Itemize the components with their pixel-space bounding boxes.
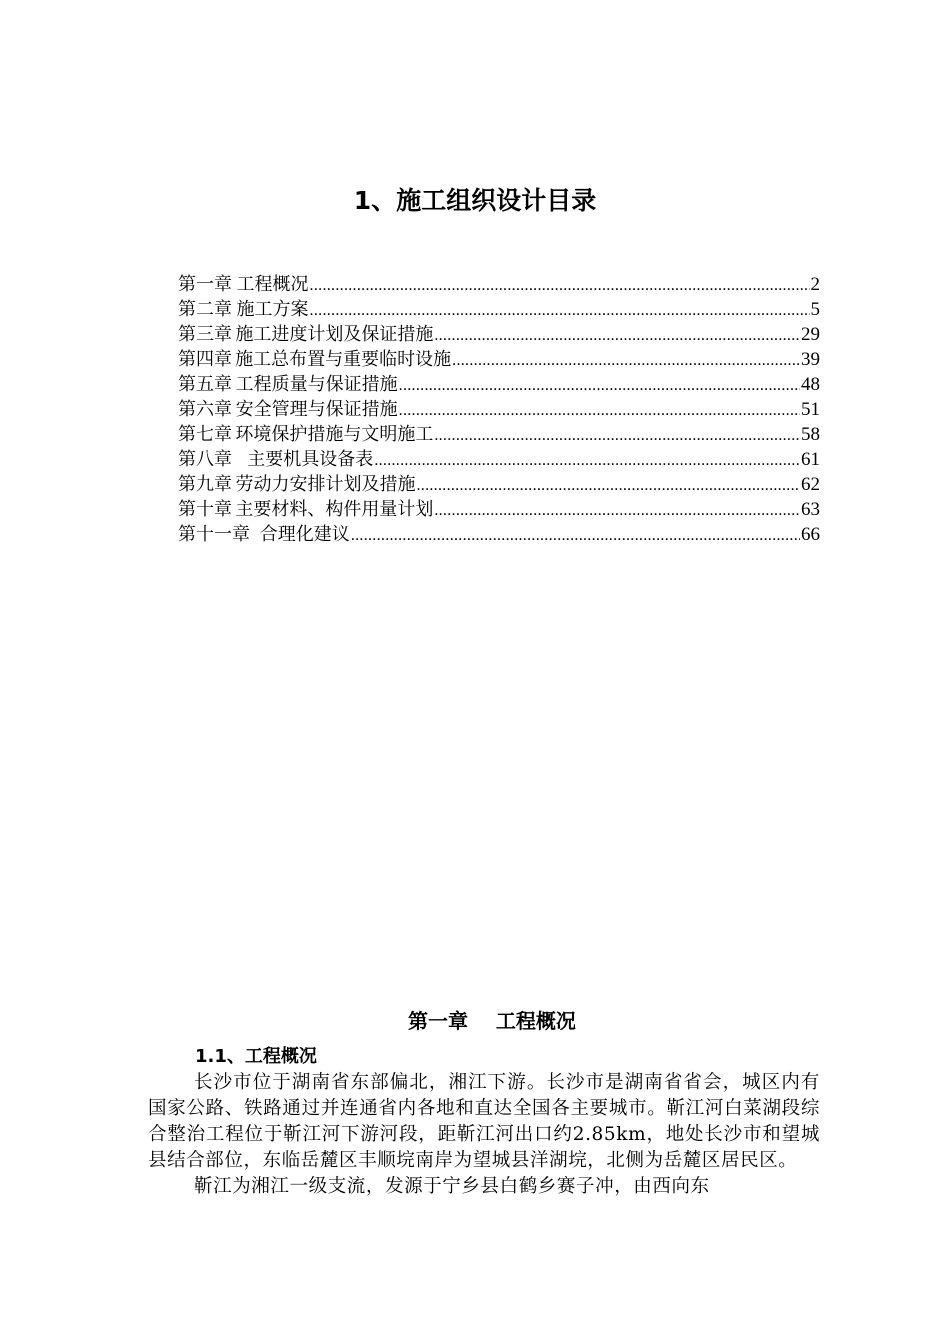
toc-name: 主要机具设备表 <box>235 449 374 470</box>
paragraph: 靳江为湘江一级支流，发源于宁乡县白鹤乡赛子冲，由西向东 <box>194 1176 710 1197</box>
section-heading: 1.1、工程概况 <box>195 1046 317 1067</box>
toc-page: 62 <box>801 474 820 495</box>
toc-entry[interactable] <box>178 297 820 322</box>
toc-entry[interactable] <box>178 397 820 422</box>
toc-name: 施工总布置与重要临时设施 <box>235 349 452 370</box>
toc-page: 48 <box>801 374 820 395</box>
toc-page: 66 <box>801 524 820 545</box>
toc-chapter: 第十一章 <box>178 524 250 545</box>
toc-leader <box>351 523 800 548</box>
toc-chapter: 第九章 <box>178 474 232 495</box>
toc-entry[interactable] <box>178 272 820 297</box>
toc-entry[interactable] <box>178 372 820 397</box>
toc-leader <box>434 423 800 448</box>
toc-chapter: 第七章 <box>178 424 232 445</box>
toc-leader <box>434 323 800 348</box>
body-text <box>148 1070 820 1200</box>
toc-leader <box>452 348 800 373</box>
toc-chapter: 第四章 <box>178 349 232 370</box>
toc-name: 工程质量与保证措施 <box>235 374 398 395</box>
toc-page: 58 <box>801 424 820 445</box>
table-of-contents <box>178 272 820 547</box>
toc-page: 63 <box>801 499 820 520</box>
toc-entry[interactable] <box>178 497 820 522</box>
paragraph: 长沙市位于湖南省东部偏北，湘江下游。长沙市是湖南省省会，城区内有国家公路、铁路通过并连通省内各地和直达全国各主要城市。靳江河白菜湖段综合整治工程位于靳江河下游河段，距靳江河出口约2.85km，地处长沙市和望城县结合部位，东临岳麓区丰顺垸南岸为望城县洋湖垸，北侧为岳麓区居民区。 <box>148 1072 820 1171</box>
toc-name: 施工方案 <box>236 299 309 320</box>
toc-page: 29 <box>801 324 820 345</box>
toc-name: 合理化建议 <box>254 524 350 545</box>
toc-chapter: 第八章 <box>178 449 232 470</box>
toc-entry[interactable] <box>178 472 820 497</box>
toc-name: 安全管理与保证措施 <box>235 399 398 420</box>
toc-page: 61 <box>801 449 820 470</box>
toc-name: 主要材料、构件用量计划 <box>235 499 434 520</box>
toc-name: 工程概况 <box>236 274 309 295</box>
toc-entry[interactable] <box>178 322 820 347</box>
toc-page: 51 <box>801 399 820 420</box>
toc-title: 1、施工组织设计目录 <box>353 186 597 215</box>
chapter-heading: 第一章 工程概况 <box>408 1009 576 1033</box>
toc-leader <box>399 398 800 423</box>
toc-chapter: 第一章 <box>178 274 232 295</box>
toc-chapter: 第三章 <box>178 324 232 345</box>
toc-leader <box>434 498 800 523</box>
toc-chapter: 第六章 <box>178 399 232 420</box>
toc-page: 2 <box>810 274 820 295</box>
toc-name: 劳动力安排计划及措施 <box>235 474 416 495</box>
toc-entry[interactable] <box>178 447 820 472</box>
toc-leader <box>374 448 800 473</box>
toc-chapter: 第五章 <box>178 374 232 395</box>
toc-name: 环境保护措施与文明施工 <box>235 424 434 445</box>
toc-leader <box>399 373 800 398</box>
toc-leader <box>310 273 810 298</box>
toc-page: 39 <box>801 349 820 370</box>
toc-entry[interactable] <box>178 522 820 547</box>
toc-leader <box>416 473 800 498</box>
toc-entry[interactable] <box>178 422 820 447</box>
toc-chapter: 第十章 <box>178 499 232 520</box>
toc-leader <box>310 298 810 323</box>
toc-chapter: 第二章 <box>178 299 232 320</box>
toc-entry[interactable] <box>178 347 820 372</box>
toc-name: 施工进度计划及保证措施 <box>235 324 434 345</box>
toc-page: 5 <box>810 299 820 320</box>
